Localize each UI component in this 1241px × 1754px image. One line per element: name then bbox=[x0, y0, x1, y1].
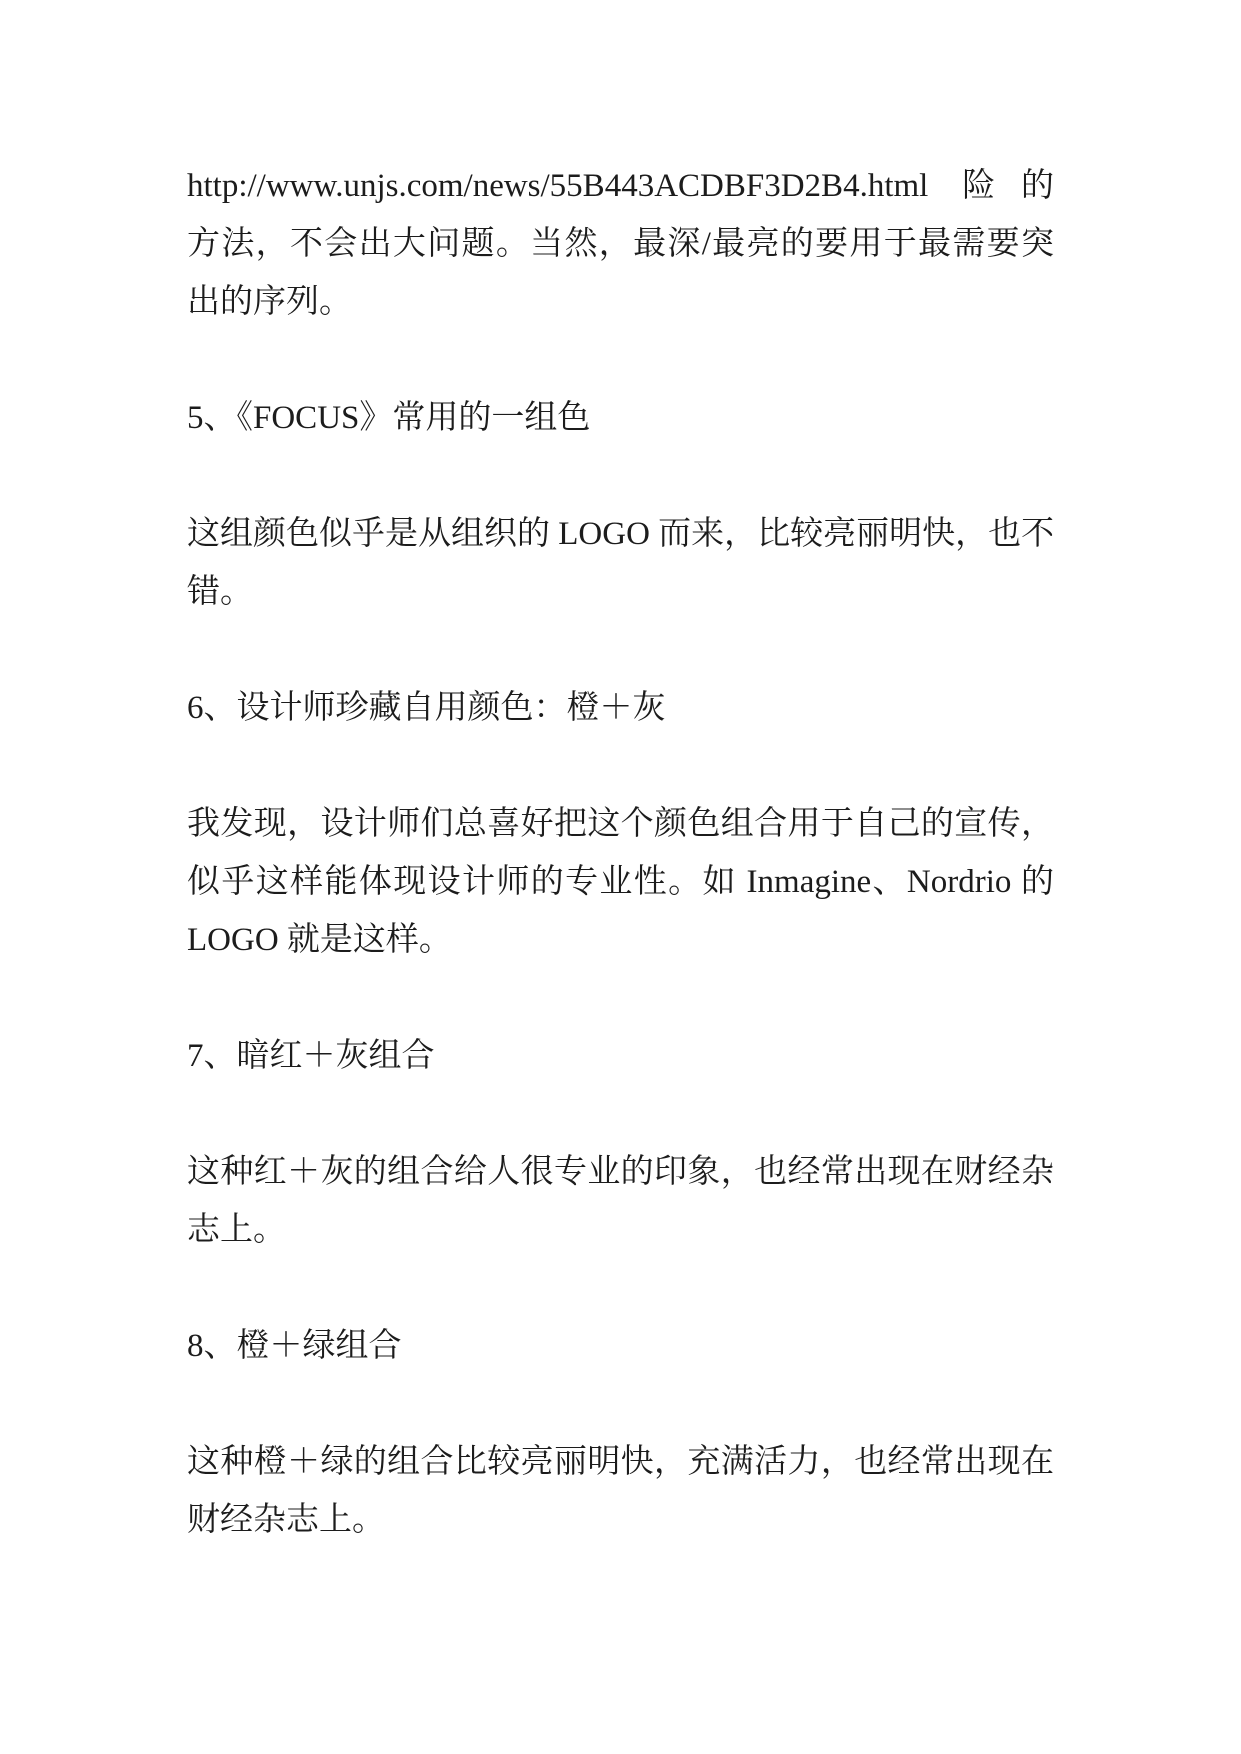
section-heading bbox=[187, 389, 1054, 447]
text-line: 我发现，设计师们总喜好把这个颜色组合用于自己的宣传， bbox=[187, 806, 1054, 842]
section-heading bbox=[187, 679, 1054, 737]
text-line: 5、《FOCUS》常用的一组色 bbox=[187, 400, 591, 436]
body-paragraph bbox=[187, 1143, 1054, 1259]
text-line: http://www.unjs.com/news/55B443ACDBF3D2B4.html 险的 bbox=[187, 168, 1054, 204]
text-line: 这种红＋灰的组合给人很专业的印象，也经常出现在财经杂 bbox=[187, 1154, 1054, 1190]
text-line: 财经杂志上。 bbox=[187, 1502, 385, 1538]
text-line: 8、橙＋绿组合 bbox=[187, 1328, 402, 1364]
text-line: 这组颜色似乎是从组织的 LOGO 而来，比较亮丽明快，也不 bbox=[187, 516, 1055, 552]
section-heading bbox=[187, 1317, 1054, 1375]
text-line: 出的序列。 bbox=[187, 284, 352, 320]
text-line: 志上。 bbox=[187, 1212, 286, 1248]
text-line: 6、设计师珍藏自用颜色：橙＋灰 bbox=[187, 690, 666, 726]
body-paragraph bbox=[187, 157, 1054, 331]
body-paragraph bbox=[187, 1433, 1054, 1549]
text-line: 7、暗红＋灰组合 bbox=[187, 1038, 435, 1074]
text-line: 方法，不会出大问题。当然，最深/最亮的要用于最需要突 bbox=[187, 226, 1054, 262]
text-line: 错。 bbox=[187, 574, 253, 610]
text-line: 似乎这样能体现设计师的专业性。如 Inmagine、Nordrio 的 bbox=[187, 864, 1054, 900]
body-paragraph bbox=[187, 505, 1054, 621]
section-heading bbox=[187, 1027, 1054, 1085]
text-line: LOGO 就是这样。 bbox=[187, 922, 452, 958]
body-paragraph bbox=[187, 795, 1054, 969]
document-body bbox=[187, 157, 1054, 1607]
text-line: 这种橙＋绿的组合比较亮丽明快，充满活力，也经常出现在 bbox=[187, 1444, 1054, 1480]
